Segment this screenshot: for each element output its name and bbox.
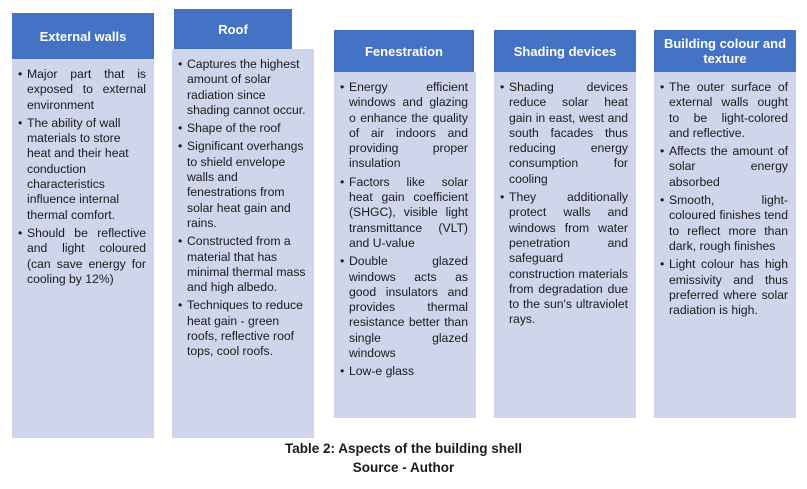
- list-item: • Low-e glass: [340, 364, 468, 379]
- list-item: • Double glazed windows acts as good insulators and provides thermal resistance better than single glazed windows: [340, 254, 468, 361]
- list-item: • Should be reflective and light coloured (can save energy for cooling by 12%): [18, 226, 146, 287]
- list-item: • Shape of the roof: [178, 121, 306, 136]
- list-item: • Major part that is exposed to external environment: [18, 67, 146, 113]
- list-item: • Techniques to reduce heat gain - green roofs, reflective roof tops, cool roofs.: [178, 298, 306, 359]
- list-item: • Smooth, light-coloured finishes tend to reflect more than dark, rough finishes: [660, 193, 788, 254]
- header-fenestration: [334, 30, 474, 72]
- panel-external-walls: [12, 59, 154, 438]
- list-item: • Energy efficient windows and glazing o enhance the quality of air indoors and providing proper insulation: [340, 80, 468, 172]
- panel-fenestration: [334, 72, 476, 418]
- header-label: Fenestration: [364, 43, 443, 59]
- header-external-walls: [12, 13, 154, 59]
- caption-source: Source - Author: [352, 460, 455, 475]
- panel-building-colour-texture: [654, 72, 796, 418]
- list-item: • Factors like solar heat gain coefficient (SHGC), visible light transmittance (VLT) and U-value: [340, 175, 468, 251]
- list-item: • They additionally protect walls and windows from water penetration and safeguard construction materials from degradation due to the sun's ultraviolet rays.: [500, 190, 628, 328]
- panel-roof: [172, 49, 314, 438]
- list-item: • Constructed from a material that has minimal thermal mass and high albedo.: [178, 234, 306, 295]
- list-item: • Shading devices reduce solar heat gain in east, west and south facades thus reducing energy consumption for cooling: [500, 80, 628, 187]
- list-item: • The outer surface of external walls ought to be light-colored and reflective.: [660, 80, 788, 141]
- header-roof: [174, 9, 292, 49]
- header-label: Shading devices: [513, 43, 617, 59]
- list-item: • Significant overhangs to shield envelope walls and fenestrations from solar heat gain and rains.: [178, 139, 306, 231]
- list-item: • Captures the highest amount of solar radiation since shading cannot occur.: [178, 57, 306, 118]
- list-item: • Light colour has high emissivity and thus preferred where solar radiation is high.: [660, 257, 788, 318]
- header-label: External walls: [39, 28, 127, 44]
- header-shading-devices: [494, 30, 636, 72]
- list-item: • Affects the amount of solar energy absorbed: [660, 144, 788, 190]
- panel-shading-devices: [494, 72, 636, 418]
- caption-title: Table 2: Aspects of the building shell: [284, 441, 523, 456]
- header-label: Building colour and texture: [663, 36, 787, 66]
- list-item: • The ability of wall materials to store heat and their heat conduction characteristics influence internal thermal comfort.: [18, 116, 146, 223]
- header-building-colour-texture: [654, 30, 796, 72]
- header-label: Roof: [218, 21, 248, 37]
